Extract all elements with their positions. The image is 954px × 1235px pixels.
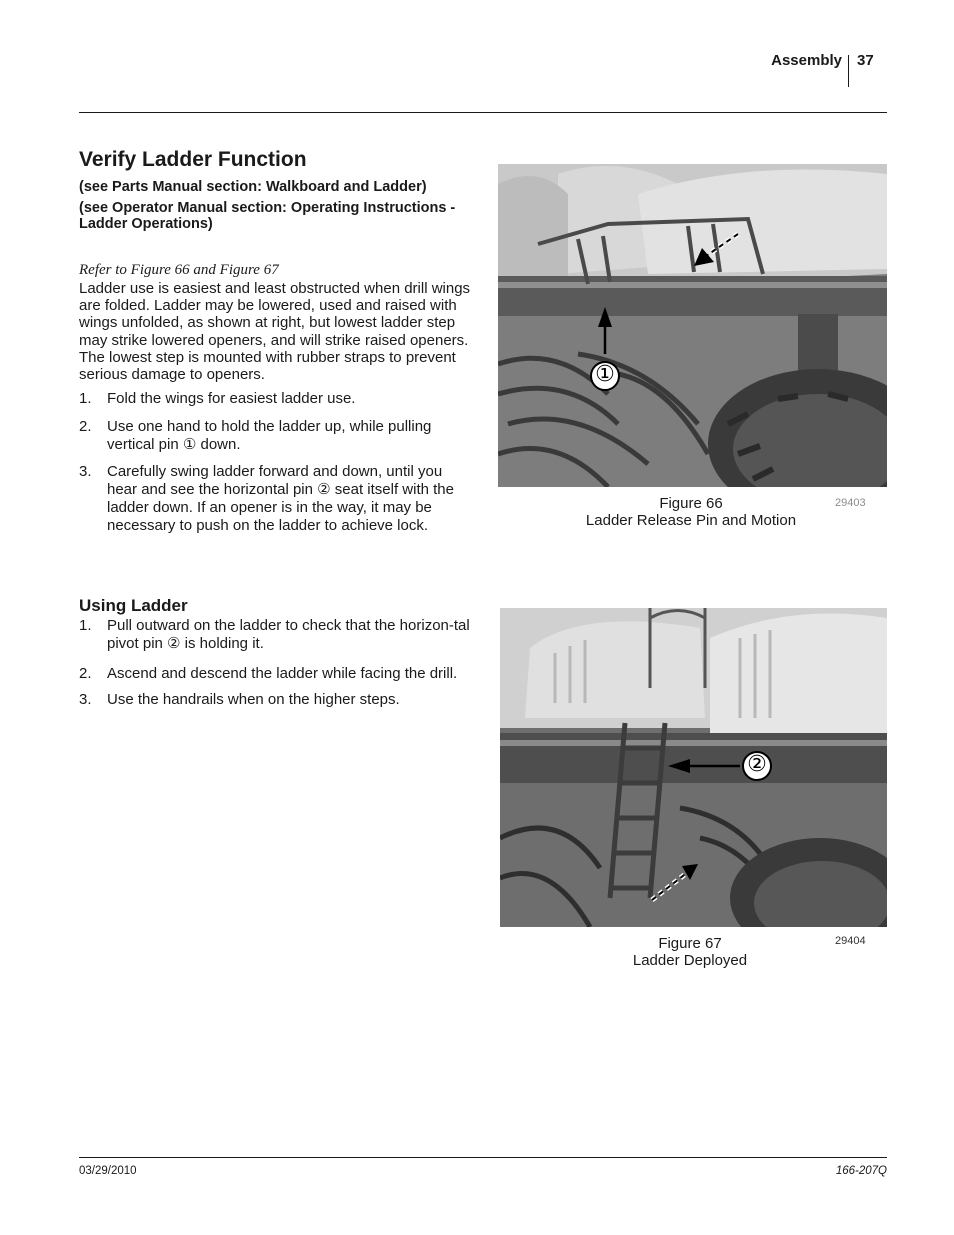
step-number: 3. xyxy=(79,463,92,480)
step-number: 1. xyxy=(79,390,92,407)
figure-67-caption xyxy=(560,935,820,970)
step-number: 3. xyxy=(79,691,92,708)
step-number: 1. xyxy=(79,617,92,634)
figure-66-caption xyxy=(560,495,822,530)
footer-rule xyxy=(79,1157,887,1158)
step-number: 2. xyxy=(79,418,92,435)
intro-paragraph: Ladder use is easiest and least obstructed when drill wings are folded. Ladder may be lowered, used and raised with wings unfolded, as shown at right, but lowest ladder step may strike lowered openers, and will strike raised openers. The lowest step is mounted with rubber straps to prevent serious damage to openers. xyxy=(79,280,471,384)
figure-number: Figure 67 xyxy=(658,935,722,952)
step-text: Ascend and descend the ladder while facing the drill. xyxy=(107,665,458,682)
step-text: Carefully swing ladder forward and down, until you hear and see the horizontal pin ② seat itself with the ladder down. If an opener is in the way, it may be necessary to push on the ladder to achieve lock. xyxy=(107,463,454,534)
figure-title: Ladder Release Pin and Motion xyxy=(585,512,797,530)
header-divider xyxy=(848,55,849,87)
header-rule xyxy=(79,112,887,113)
step-text: Use one hand to hold the ladder up, while pulling vertical pin ① down. xyxy=(107,418,432,453)
operator-manual-reference: (see Operator Manual section: Operating Instructions - Ladder Operations) xyxy=(79,200,456,232)
footer-document-number: 166-207Q xyxy=(835,1165,887,1177)
step-number: 2. xyxy=(79,665,92,682)
verify-ladder-heading: Verify Ladder Function xyxy=(79,148,307,171)
figure-67-photo xyxy=(500,608,887,927)
callout-label: ① xyxy=(595,361,615,386)
figure-66-photo xyxy=(498,164,887,487)
using-ladder-heading: Using Ladder xyxy=(79,596,188,615)
figure-title: Ladder Deployed xyxy=(632,952,748,970)
step-text: Use the handrails when on the higher steps. xyxy=(107,691,400,708)
figure-number: Figure 66 xyxy=(659,495,723,512)
callout-label: ② xyxy=(747,751,767,776)
step-text: Fold the wings for easiest ladder use. xyxy=(107,390,356,407)
figure-67-part-number: 29404 xyxy=(835,935,866,947)
section-title: Assembly xyxy=(771,52,842,69)
parts-manual-reference: (see Parts Manual section: Walkboard and Ladder) xyxy=(79,179,427,195)
figure-reference: Refer to Figure 66 and Figure 67 xyxy=(79,262,279,278)
page-number: 37 xyxy=(857,52,874,69)
footer-date: 03/29/2010 xyxy=(79,1165,137,1177)
figure-66-part-number: 29403 xyxy=(835,497,866,509)
step-text: Pull outward on the ladder to check that the horizon-tal pivot pin ② is holding it. xyxy=(107,617,470,652)
